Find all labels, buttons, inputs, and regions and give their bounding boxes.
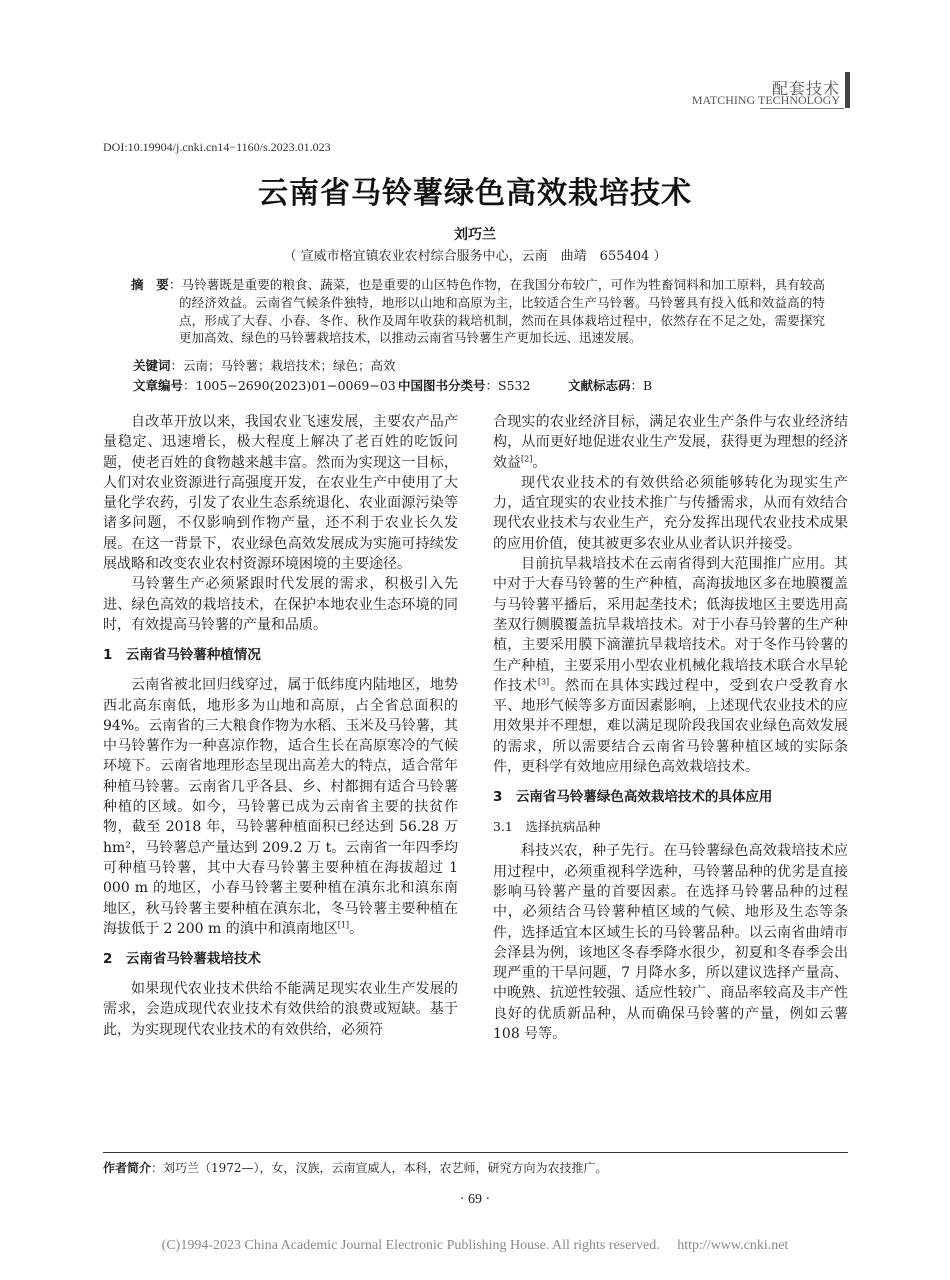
footnote-rule	[103, 1152, 848, 1153]
copyright-notice: (C)1994-2023 China Academic Journal Electronic Publishing House. All rights reserved. http://www.cnki.net	[161, 1238, 789, 1253]
left-column	[103, 412, 458, 1040]
footnote-label: 作者简介	[103, 1161, 152, 1175]
paragraph: 目前抗旱栽培技术在云南省得到大范围推广应用。其中对于大春马铃薯的生产种植，高海拔地区多在地膜覆盖与马铃薯平播后，采用起垄技术；低海拔地区主要选用高垄双行侧膜覆盖抗旱栽培技术。对于小春马铃薯的生产种植，主要采用膜下滴灌抗旱栽培技术。对于冬作马铃薯的生产种植，主要采用小型农业机械化栽培技术联合水旱轮作技术[3]。然而在具体实践过程中，受到农户受教育水平、地形气候等多方面因素影响，上述现代农业技术的应用效果并不理想，难以满足现阶段我国农业绿色高效发展的需求，所以需要结合云南省马铃薯种植区域的实际条件，更科学有效地应用绿色高效栽培技术。	[493, 556, 849, 776]
paragraph: 自改革开放以来，我国农业飞速发展，主要农产品产量稳定、迅速增长，极大程度上解决了老百姓的吃饭问题，使老百姓的食物越来越丰富。然而为实现这一目标，人们对农业资源进行高强度开发，在农业生产中使用了大量化学农药，引发了农业生态系统退化、农业面源污染等诸多问题，不仅影响到作物产量，还不利于农业长久发展。在这一背景下，农业绿色高效发展成为实施可持续发展战略和改变农业农村资源环境困境的主要途径。	[103, 414, 458, 573]
subsection-heading-3-1: 3.1 选择抗病品种	[493, 819, 601, 835]
section-heading-2: 2 云南省马铃薯栽培技术	[103, 951, 261, 968]
doc-code: B	[643, 378, 653, 393]
doc-code-label: 文献标志码	[568, 378, 631, 393]
doi: DOI:10.19904/j.cnki.cn14−1160/s.2023.01.023	[103, 140, 331, 154]
keywords-label: 关键词	[133, 358, 171, 373]
journal-section-cn: 配套技术	[771, 79, 840, 98]
footnote-text: ：刘巧兰（1972—），女，汉族，云南宣威人，本科，农艺师，研究方向为农技推广。	[151, 1161, 608, 1175]
paragraph: 科技兴农，种子先行。在马铃薯绿色高效栽培技术应用过程中，必须重视科学选种，马铃薯品种的优劣是直接影响马铃薯产量的首要因素。在选择马铃薯品种的过程中，必须结合马铃薯种植区域的气候、地形及生态等条件，选择适宜本区域生长的马铃薯品种。以云南省曲靖市会泽县为例，该地区冬春季降水很少，初夏和冬春季会出现严重的干旱问题，7 月降水多，所以建议选择产量高、中晚熟、抗逆性较强、适应性较广、商品率较高及丰产性良好的优质新品种，从而确保马铃薯的产量，例如云薯 108 号等。	[493, 843, 848, 1043]
section-heading-1: 1 云南省马铃薯种植情况	[103, 647, 261, 664]
article-no-label: 文章编号	[133, 378, 184, 393]
citation-ref: [2]	[521, 453, 533, 463]
right-column	[493, 412, 848, 1044]
article-no: 1005−2690(2023)01−0069−03	[195, 378, 396, 393]
abstract: 摘 要：马铃薯既是重要的粮食、蔬菜，也是重要的山区特色作物，在我国分布较广，可作为牲畜饲料和加工原料，具有较高的经济效益。云南省气候条件独特，地形以山地和高原为主，比较适合生产马铃薯。马铃薯具有投入低和效益高的特点，形成了大春、小春、冬作、秋作及周年收获的栽培机制，然而在具体栽培过程中，依然存在不足之处，需要探究更加高效、绿色的马铃薯栽培技术，以推动云南省马铃薯生产更加长远、迅速发展。	[131, 277, 825, 346]
paragraph: 如果现代农业技术供给不能满足现实农业生产发展的需求，会造成现代农业技术有效供给的浪费或短缺。基于此，为实现现代农业技术的有效供给，必须符	[103, 981, 458, 1038]
abstract-text: 马铃薯既是重要的粮食、蔬菜，也是重要的山区特色作物，在我国分布较广，可作为牲畜饲料和加工原料，具有较高的经济效益。云南省气候条件独特，地形以山地和高原为主，比较适合生产马铃薯。马铃薯具有投入低和效益高的特点，形成了大春、小春、冬作、秋作及周年收获的栽培机制，然而在具体栽培过程中，依然存在不足之处，需要探究更加高效、绿色的马铃薯栽培技术，以推动云南省马铃薯生产更加长远、迅速发展。	[179, 277, 825, 346]
header-rule	[760, 108, 844, 109]
affiliation: （ 宣威市格宜镇农业农村综合服务中心，云南 曲靖 655404 ）	[283, 249, 667, 264]
clc: S532	[498, 378, 531, 393]
author: 刘巧兰	[454, 227, 496, 243]
page-number: · 69 ·	[459, 1192, 491, 1207]
paragraph: 合现实的农业经济目标，满足农业生产条件与农业经济结构，从而更好地促进农业生产发展，获得更为理想的经济效益[2]。	[493, 414, 848, 471]
article-meta: 文章编号：1005−2690(2023)01−0069−03 中国图书分类号：S532 文献标志码：B	[133, 378, 653, 393]
paragraph: 马铃薯生产必须紧跟时代发展的需求，积极引入先进、绿色高效的栽培技术，在保护本地农业生态环境的同时，有效提高马铃薯的产量和品质。	[103, 576, 458, 633]
citation-ref: [1]	[337, 920, 350, 930]
keywords: 关键词：云南；马铃薯；栽培技术；绿色；高效	[133, 358, 396, 373]
abstract-label: 摘 要	[131, 277, 169, 292]
citation-ref: [3]	[537, 677, 550, 687]
section-heading-3: 3 云南省马铃薯绿色高效栽培技术的具体应用	[493, 789, 773, 806]
journal-section-en: MATCHING TECHNOLOGY	[691, 93, 840, 107]
author-footnote	[103, 1159, 608, 1176]
article-title: 云南省马铃薯绿色高效栽培技术	[258, 176, 692, 211]
header-bar	[845, 72, 850, 108]
paragraph: 现代农业技术的有效供给必须能够转化为现实生产力，适宜现实的农业技术推广与传播需求，从而有效结合现代农业技术与农业生产，充分发挥出现代农业技术成果的应用价值，使其被更多农业从业者认识并接受。	[493, 474, 848, 552]
clc-label: 中国图书分类号	[398, 378, 486, 393]
paragraph: 云南省被北回归线穿过，属于低纬度内陆地区，地势西北高东南低，地形多为山地和高原，占全省总面积的 94%。云南省的三大粮食作物为水稻、玉米及马铃薯，其中马铃薯作为一种喜凉作物，适合生长在高原寒冷的气候环境下。云南省地理形态呈现出高差大的特点，适合常年种植马铃薯。云南省几乎各县、乡、村都拥有适合马铃薯种植的区域。如今，马铃薯已成为云南省主要的扶贫作物，截至 2018 年，马铃薯种植面积已经达到 56.28 万 hm²，马铃薯总产量达到 209.2 万 t。云南省一年四季均可种植马铃薯，其中大春马铃薯主要种植在海拔超过 1 000 m 的地区，小春马铃薯主要种植在滇东北和滇东南地区，秋马铃薯主要种植在滇东北，冬马铃薯主要种植在海拔低于 2 200 m 的滇中和滇南地区[1]。	[103, 677, 458, 937]
keywords-text: 云南；马铃薯；栽培技术；绿色；高效	[183, 358, 396, 373]
